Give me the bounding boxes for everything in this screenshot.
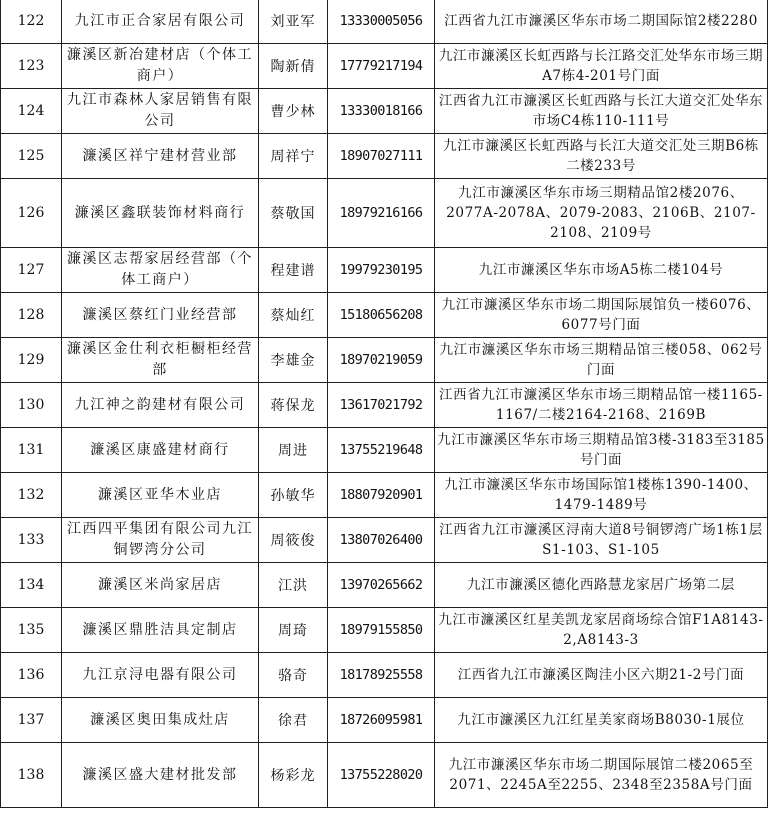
row-number: 131 <box>1 428 62 473</box>
merchant-address: 九江市濂溪区红星美凯龙家居商场综合馆F1A8143-2,A8143-3 <box>435 608 768 653</box>
table-row <box>1 698 768 743</box>
phone-number: 13330018166 <box>328 89 435 134</box>
merchant-address: 江西省九江市濂溪区华东市场二期国际馆2楼2280 <box>435 0 768 44</box>
merchant-address: 江西省九江市濂溪区华东市场三期精品馆一楼1165-1167/二楼2164-2168、2169B <box>435 383 768 428</box>
phone-number: 19979230195 <box>328 248 435 293</box>
merchant-name: 濂溪区鼎胜洁具定制店 <box>62 608 259 653</box>
contact-person: 曹少林 <box>259 89 328 134</box>
merchant-address: 九江市濂溪区华东市场二期国际展馆负一楼6076、6077号门面 <box>435 293 768 338</box>
merchant-address: 九江市濂溪区华东市场二期国际展馆二楼2065至2071、2245A至2255、2348至2358A号门面 <box>435 743 768 808</box>
merchant-name: 濂溪区米尚家居店 <box>62 563 259 608</box>
contact-person: 程建谱 <box>259 248 328 293</box>
phone-number: 18726095981 <box>328 698 435 743</box>
phone-number: 17779217194 <box>328 44 435 89</box>
contact-person: 蒋保龙 <box>259 383 328 428</box>
row-number: 134 <box>1 563 62 608</box>
contact-person: 周祥宁 <box>259 134 328 179</box>
contact-person: 周进 <box>259 428 328 473</box>
row-number: 127 <box>1 248 62 293</box>
phone-number: 15180656208 <box>328 293 435 338</box>
contact-person: 蔡敬国 <box>259 179 328 248</box>
merchant-address: 九江市濂溪区华东市场A5栋二楼104号 <box>435 248 768 293</box>
table-row <box>1 383 768 428</box>
merchant-address: 九江市濂溪区华东市场三期精品馆三楼058、062号门面 <box>435 338 768 383</box>
contact-person: 刘亚军 <box>259 0 328 44</box>
contact-person: 孙敏华 <box>259 473 328 518</box>
merchant-address: 江西省九江市濂溪区陶洼小区六期21-2号门面 <box>435 653 768 698</box>
table-row <box>1 293 768 338</box>
phone-number: 18907027111 <box>328 134 435 179</box>
merchant-name: 江西四平集团有限公司九江铜锣湾分公司 <box>62 518 259 563</box>
table-row <box>1 338 768 383</box>
phone-number: 18178925558 <box>328 653 435 698</box>
table-row <box>1 248 768 293</box>
merchant-name: 九江市森林人家居销售有限公司 <box>62 89 259 134</box>
phone-number: 13617021792 <box>328 383 435 428</box>
row-number: 136 <box>1 653 62 698</box>
row-number: 133 <box>1 518 62 563</box>
row-number: 138 <box>1 743 62 808</box>
merchant-address: 九江市濂溪区华东市场三期精品馆3楼-3183至3185号门面 <box>435 428 768 473</box>
merchant-name: 濂溪区金仕利衣柜橱柜经营部 <box>62 338 259 383</box>
contact-person: 杨彩龙 <box>259 743 328 808</box>
merchant-address: 九江市濂溪区长虹西路与长江大道交汇处三期B6栋二楼233号 <box>435 134 768 179</box>
merchant-name: 濂溪区康盛建材商行 <box>62 428 259 473</box>
phone-number: 13970265662 <box>328 563 435 608</box>
contact-person: 江洪 <box>259 563 328 608</box>
merchant-name: 濂溪区盛大建材批发部 <box>62 743 259 808</box>
merchant-name: 九江京浔电器有限公司 <box>62 653 259 698</box>
contact-person: 李雄金 <box>259 338 328 383</box>
merchant-address: 九江市濂溪区九江红星美家商场B8030-1展位 <box>435 698 768 743</box>
merchant-name: 九江神之韵建材有限公司 <box>62 383 259 428</box>
merchant-name: 濂溪区亚华木业店 <box>62 473 259 518</box>
contact-person: 骆奇 <box>259 653 328 698</box>
row-number: 122 <box>1 0 62 44</box>
table-row <box>1 608 768 653</box>
contact-person: 蔡灿红 <box>259 293 328 338</box>
contact-person: 周筱俊 <box>259 518 328 563</box>
merchant-address: 江西省九江市濂溪区浔南大道8号铜锣湾广场1栋1层S1-103、S1-105 <box>435 518 768 563</box>
contact-person: 徐君 <box>259 698 328 743</box>
table-row <box>1 89 768 134</box>
merchant-name: 濂溪区新冶建材店（个体工商户） <box>62 44 259 89</box>
table-row <box>1 743 768 808</box>
row-number: 124 <box>1 89 62 134</box>
merchant-address: 九江市濂溪区华东市场国际馆1楼栋1390-1400、1479-1489号 <box>435 473 768 518</box>
row-number: 135 <box>1 608 62 653</box>
table-row <box>1 44 768 89</box>
phone-number: 18970219059 <box>328 338 435 383</box>
row-number: 125 <box>1 134 62 179</box>
contact-person: 周琦 <box>259 608 328 653</box>
table-row <box>1 428 768 473</box>
row-number: 126 <box>1 179 62 248</box>
table-row <box>1 653 768 698</box>
table-row <box>1 179 768 248</box>
phone-number: 18979155850 <box>328 608 435 653</box>
merchant-address: 九江市濂溪区华东市场三期精品馆2楼2076、2077A-2078A、2079-2083、2106B、2107-2108、2109号 <box>435 179 768 248</box>
row-number: 123 <box>1 44 62 89</box>
row-number: 128 <box>1 293 62 338</box>
merchant-name: 濂溪区奥田集成灶店 <box>62 698 259 743</box>
merchant-table-body <box>1 0 768 808</box>
row-number: 129 <box>1 338 62 383</box>
phone-number: 13330005056 <box>328 0 435 44</box>
phone-number: 18807920901 <box>328 473 435 518</box>
merchant-name: 濂溪区志帮家居经营部（个体工商户） <box>62 248 259 293</box>
phone-number: 18979216166 <box>328 179 435 248</box>
phone-number: 13807026400 <box>328 518 435 563</box>
row-number: 132 <box>1 473 62 518</box>
merchant-name: 濂溪区祥宁建材营业部 <box>62 134 259 179</box>
table-row <box>1 134 768 179</box>
row-number: 130 <box>1 383 62 428</box>
merchant-name: 九江市正合家居有限公司 <box>62 0 259 44</box>
merchant-name: 濂溪区鑫联装饰材料商行 <box>62 179 259 248</box>
table-row <box>1 563 768 608</box>
table-row <box>1 518 768 563</box>
row-number: 137 <box>1 698 62 743</box>
merchant-address: 九江市濂溪区德化西路慧龙家居广场第二层 <box>435 563 768 608</box>
contact-person: 陶新倩 <box>259 44 328 89</box>
merchant-name: 濂溪区蔡红门业经营部 <box>62 293 259 338</box>
phone-number: 13755219648 <box>328 428 435 473</box>
merchant-address: 江西省九江市濂溪区长虹西路与长江大道交汇处华东市场C4栋110-111号 <box>435 89 768 134</box>
table-row <box>1 0 768 44</box>
phone-number: 13755228020 <box>328 743 435 808</box>
table-row <box>1 473 768 518</box>
merchant-address: 九江市濂溪区长虹西路与长江路交汇处华东市场三期A7栋4-201号门面 <box>435 44 768 89</box>
